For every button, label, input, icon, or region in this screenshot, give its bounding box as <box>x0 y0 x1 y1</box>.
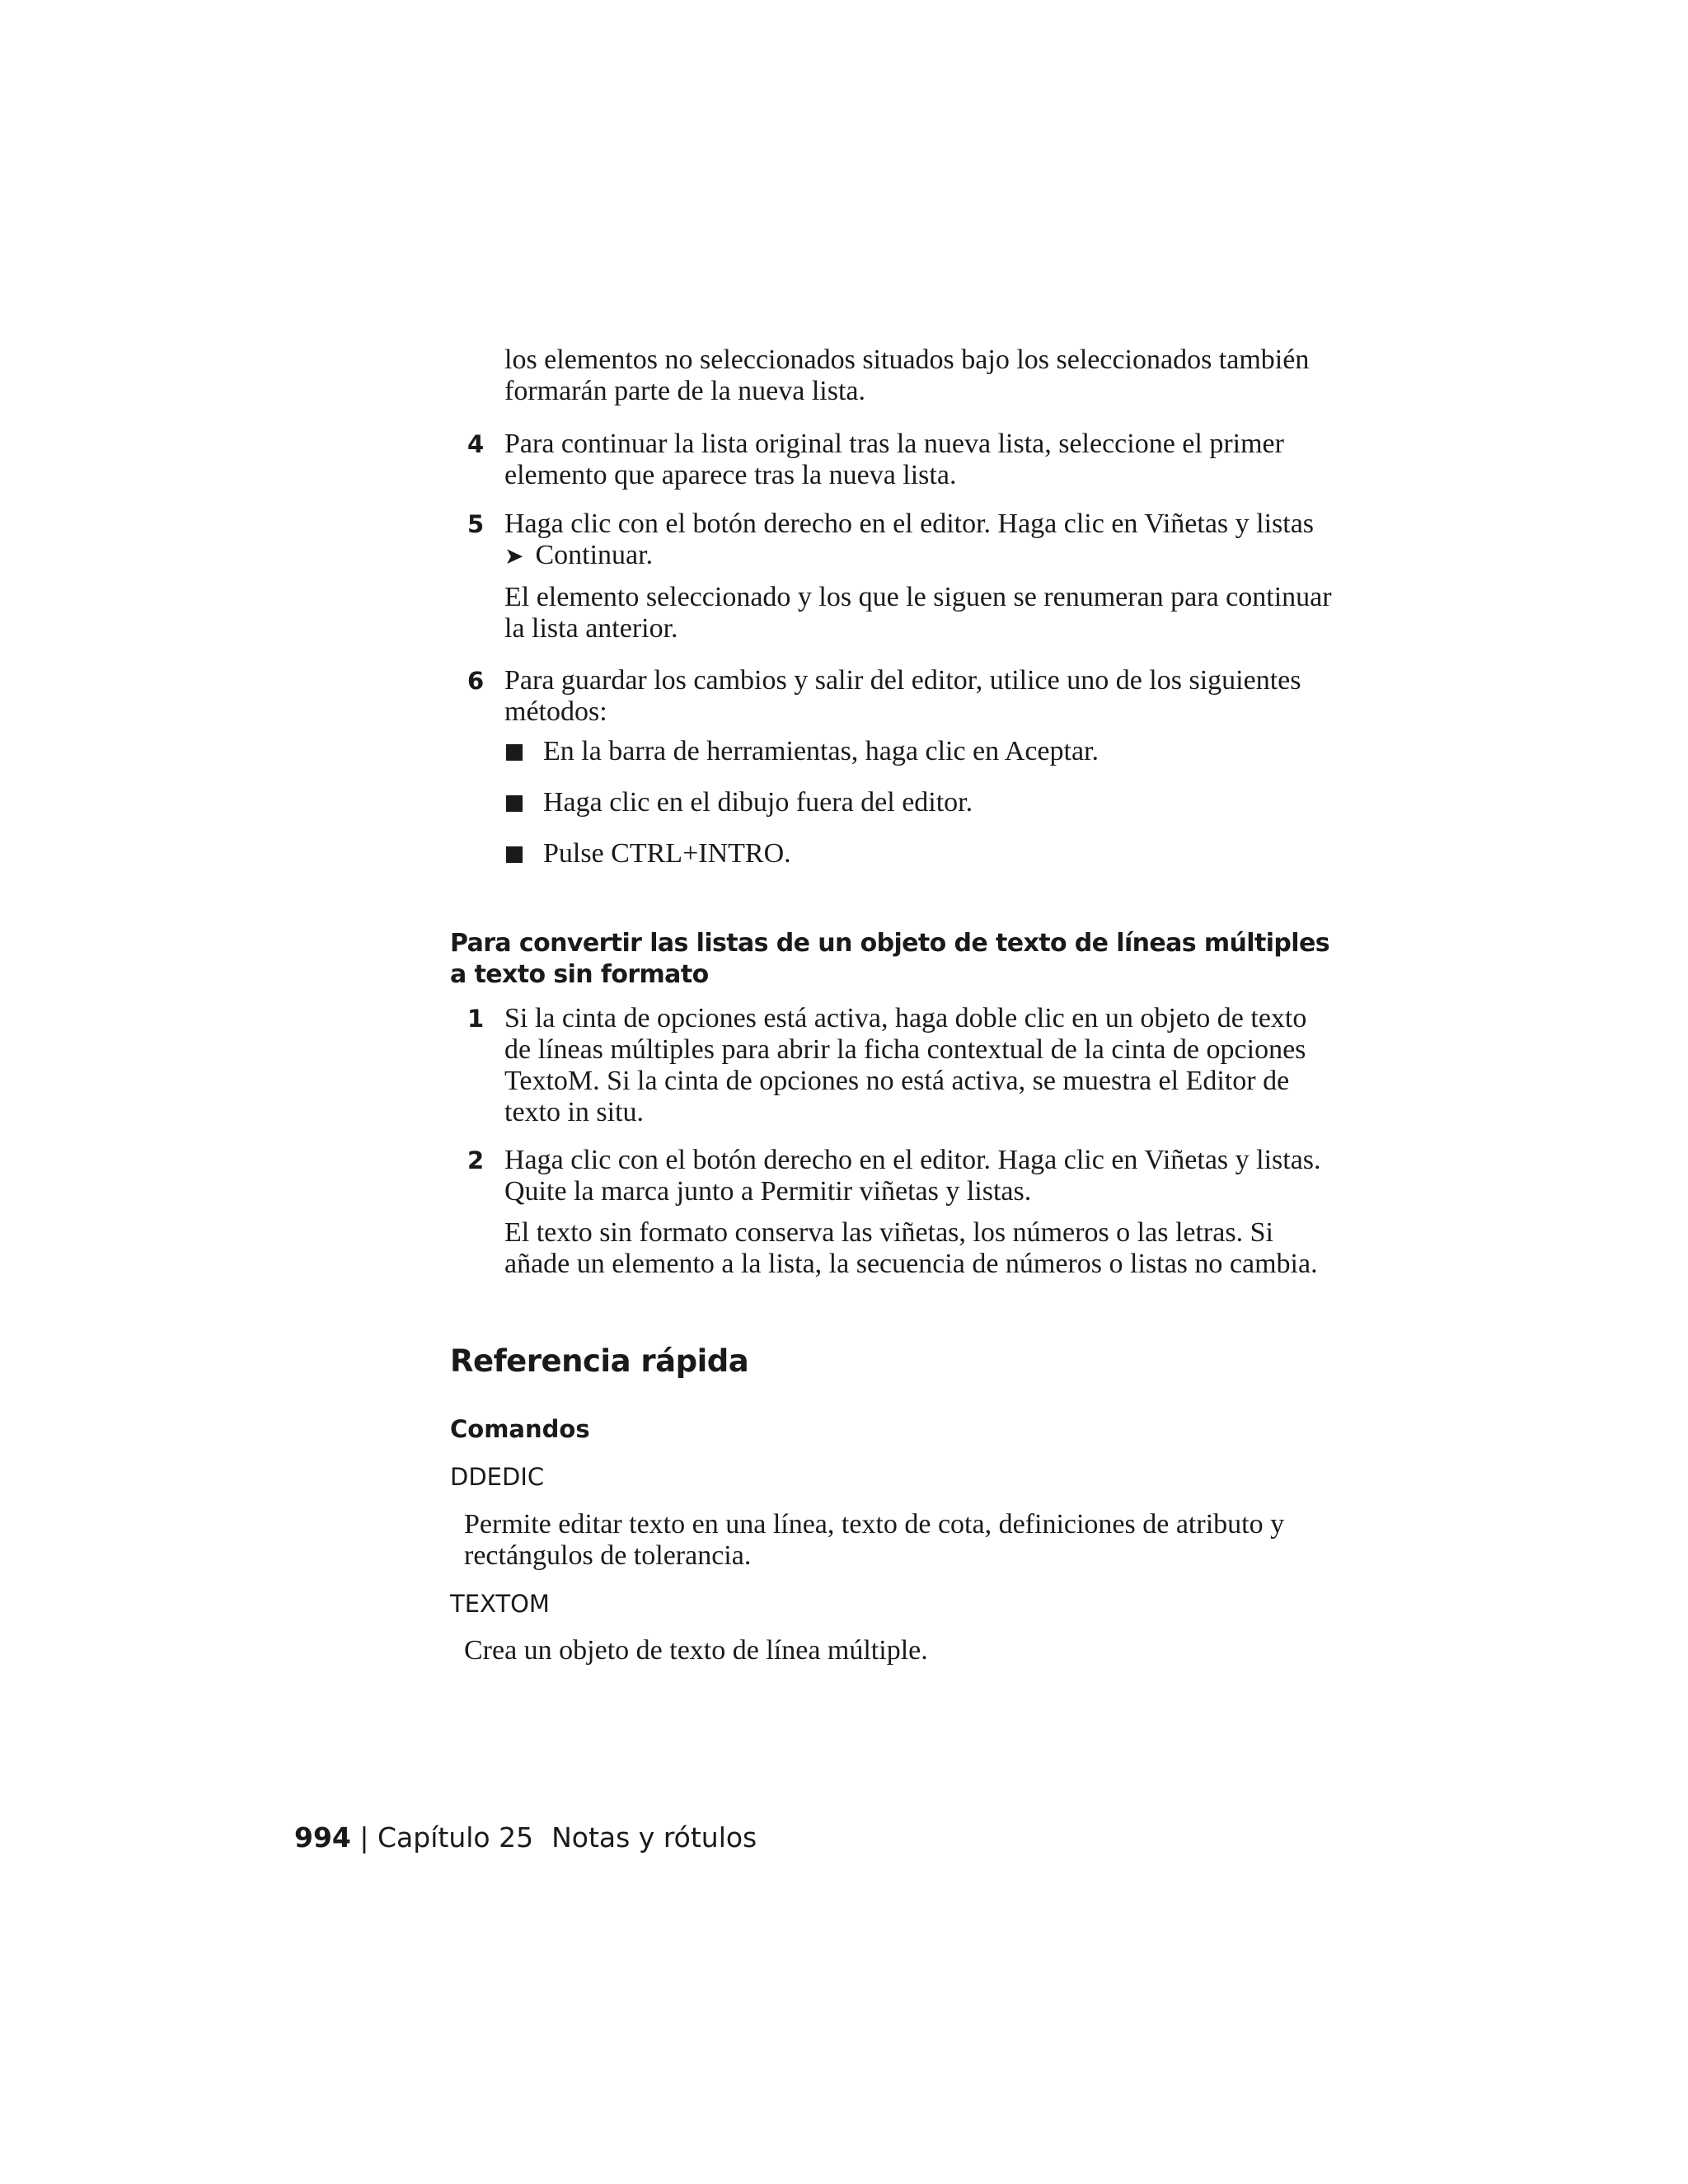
bullet-item: En la barra de herramientas, haga clic en Aceptar. <box>543 736 1099 766</box>
step-number: 2 <box>467 1146 485 1174</box>
page-number: 994 <box>294 1821 351 1854</box>
page-footer <box>294 1821 757 1854</box>
command-name: DDEDIC <box>450 1463 545 1491</box>
step-number: 5 <box>467 510 485 538</box>
command-description: Crea un objeto de texto de línea múltiple. <box>464 1635 928 1666</box>
chapter-title: Notas y rótulos <box>551 1821 757 1854</box>
bullet-square-icon <box>506 846 523 863</box>
bullet-square-icon <box>506 744 523 761</box>
step-text <box>504 509 1337 572</box>
bullet-item: Haga clic en el dibujo fuera del editor. <box>543 787 973 818</box>
commands-heading: Comandos <box>450 1415 590 1443</box>
menu-item-text: Continuar. <box>535 540 654 570</box>
command-description: Permite editar texto en una línea, texto de cota, definiciones de atributo y rectángulos de tolerancia. <box>464 1509 1285 1571</box>
step-number: 1 <box>467 1005 485 1033</box>
command-name: TEXTOM <box>450 1590 550 1618</box>
step-number: 6 <box>467 667 485 695</box>
step-text: Haga clic con el botón derecho en el editor. Haga clic en Viñetas y listas. Quite la marca junto a Permitir viñetas y listas. <box>504 1145 1321 1207</box>
step-text: Para guardar los cambios y salir del editor, utilice uno de los siguientes métodos: <box>504 665 1301 727</box>
continuation-text: los elementos no seleccionados situados bajo los seleccionados también formarán parte de la nueva lista. <box>504 344 1310 406</box>
section-heading: Referencia rápida <box>450 1343 749 1379</box>
step-text-main: Haga clic con el botón derecho en el editor. Haga clic en Viñetas y listas <box>504 509 1315 539</box>
step-note: El elemento seleccionado y los que le siguen se renumeran para continuar la lista anterior. <box>504 582 1332 644</box>
step-number: 4 <box>467 430 485 458</box>
step-note: El texto sin formato conserva las viñetas, los números o las letras. Si añade un elemento a la lista, la secuencia de números o listas no cambia. <box>504 1217 1318 1279</box>
procedure-heading: Para convertir las listas de un objeto de texto de líneas múltiples a texto sin formato <box>450 929 1329 989</box>
menu-arrow-icon: ➤ <box>504 542 524 569</box>
bullet-item: Pulse CTRL+INTRO. <box>543 838 791 869</box>
step-text: Para continuar la lista original tras la nueva lista, seleccione el primer elemento que aparece tras la nueva lista. <box>504 429 1284 490</box>
chapter-label: Capítulo 25 <box>377 1821 534 1854</box>
step-text: Si la cinta de opciones está activa, haga doble clic en un objeto de texto de líneas múltiples para abrir la ficha contextual de la cinta de opciones TextoM. Si la cinta de opciones no está activa, se muestra el Editor de texto in situ. <box>504 1003 1307 1127</box>
footer-separator: | <box>350 1821 377 1854</box>
bullet-square-icon <box>506 795 523 812</box>
